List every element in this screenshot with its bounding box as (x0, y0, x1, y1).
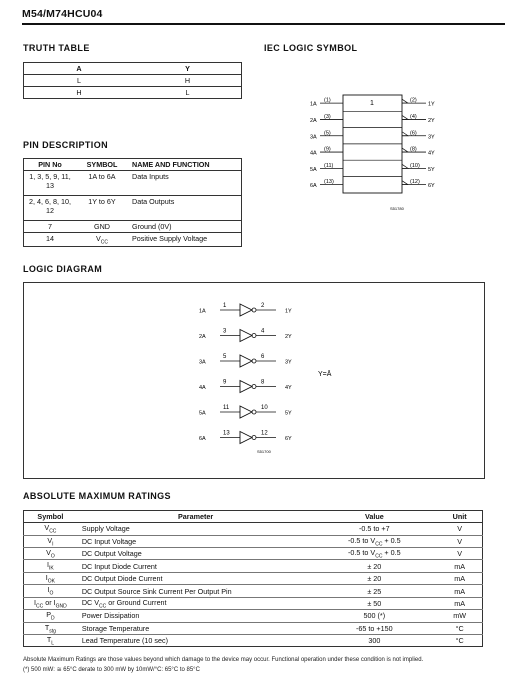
rating-symbol-main: V (46, 547, 51, 557)
iec-inversion-marker (402, 99, 408, 103)
table-row (24, 622, 483, 634)
inverter-gate (240, 406, 252, 418)
inverter-gate (240, 355, 252, 367)
rating-symbol-alt: or I (43, 597, 56, 607)
iec-inversion-marker (402, 115, 408, 119)
logic-output-name: 2Y (285, 334, 292, 340)
rating-symbol-alt-sub: GND (55, 603, 67, 610)
pin-symbol-sub: CC (100, 239, 109, 246)
table-row (24, 75, 242, 87)
rating-symbol (24, 535, 77, 547)
rating-unit (437, 560, 482, 572)
iec-output-pin: (6) (410, 130, 417, 137)
truth-table-title: TRUTH TABLE (23, 43, 90, 53)
abs-header-parameter: Parameter (77, 511, 312, 523)
pin-symbol-main: V (95, 234, 101, 243)
table-row (24, 597, 483, 609)
logic-output-pin: 6 (261, 354, 265, 360)
rating-symbol (24, 523, 77, 535)
logic-input-name: 4A (199, 385, 206, 391)
truth-cell: H (24, 87, 135, 99)
rating-symbol-sub: CC (36, 603, 44, 610)
rating-unit-text: mA (454, 586, 466, 596)
table-row (24, 171, 242, 196)
logic-output-pin: 8 (261, 379, 265, 386)
table-row (24, 87, 242, 99)
pin-header-name: NAME AND FUNCTION (128, 159, 242, 171)
inverter-gate (240, 304, 252, 316)
rating-parameter-text: DC Input Voltage (81, 536, 137, 546)
rating-parameter-tail: or Ground Current (106, 597, 167, 607)
rating-symbol (24, 597, 77, 609)
rating-value-text: 500 (*) (363, 611, 386, 621)
pin-number: 2, 4, 6, 8, 10, 12 (24, 196, 77, 221)
iec-output-name: 5Y (428, 166, 435, 173)
truth-table-header-y: Y (134, 63, 242, 75)
rating-value-sub: CC (375, 540, 383, 547)
rating-symbol-main: V (47, 535, 53, 545)
rating-parameter-text: Power Dissipation (81, 611, 140, 621)
table-row (24, 547, 483, 559)
truth-cell: L (134, 87, 242, 99)
table-row (24, 635, 483, 647)
rating-symbol (24, 622, 77, 634)
abs-max-footnote: (*) 500 mW: ≅ 65°C derate to 300 mW by 10mW/°C: 65°C to 85°C (23, 667, 200, 673)
iec-input-name: 2A (310, 117, 317, 124)
iec-output-name: 3Y (428, 134, 435, 141)
iec-input-pin: (13) (324, 179, 334, 186)
rating-unit-text: mW (453, 611, 467, 621)
rating-unit (437, 597, 482, 609)
table-row (24, 572, 483, 584)
rating-symbol-sub: O (50, 553, 55, 560)
pin-symbol: 1Y to 6Y (76, 196, 128, 221)
rating-value-text: -0.5 to V (348, 535, 376, 545)
abs-header-unit: Unit (437, 511, 482, 523)
rating-symbol-main: I (45, 572, 48, 582)
rating-parameter (77, 622, 312, 634)
logic-output-name: 5Y (285, 410, 292, 417)
rating-symbol-sub: OK (47, 578, 56, 585)
truth-cell: L (24, 75, 135, 87)
truth-table (23, 62, 242, 99)
rating-unit (437, 523, 482, 535)
logic-input-pin: 13 (223, 430, 230, 437)
iec-input-pin: (11) (324, 162, 334, 169)
pin-number: 14 (24, 233, 77, 247)
rating-symbol-sub: D (50, 615, 55, 622)
abs-max-table (23, 510, 483, 647)
rating-value-tail: + 0.5 (382, 547, 401, 557)
iec-output-name: 1Y (428, 101, 435, 108)
iec-output-pin: (2) (410, 97, 417, 104)
logic-output-pin: 2 (261, 303, 265, 309)
rating-unit-text: °C (455, 623, 464, 633)
rating-parameter-text: Lead Temperature (10 sec) (81, 636, 168, 646)
rating-value-text: ± 25 (367, 586, 382, 596)
header-rule (22, 23, 505, 25)
iec-input-pin: (5) (324, 130, 331, 137)
table-row (24, 523, 483, 535)
table-row (24, 585, 483, 597)
rating-symbol-main: I (47, 585, 50, 595)
rating-symbol (24, 572, 77, 584)
pin-function: Ground (0V) (128, 221, 242, 233)
rating-symbol-sub: stg (49, 628, 56, 635)
logic-input-name: 3A (199, 359, 206, 366)
rating-unit (437, 572, 482, 584)
pin-header-pin-no: PIN No (24, 159, 77, 171)
inverter-gate (240, 432, 252, 444)
iec-output-name: 2Y (428, 117, 435, 124)
iec-inversion-marker (402, 132, 408, 136)
rating-unit-text: °C (455, 636, 464, 646)
iec-output-pin: (10) (410, 162, 420, 169)
rating-symbol-main: T (44, 622, 50, 632)
rating-value (311, 547, 437, 559)
rating-value (311, 610, 437, 622)
inverter-gate (240, 330, 252, 342)
rating-value-text: 300 (368, 636, 381, 646)
rating-symbol-sub: IK (49, 565, 54, 572)
table-row (24, 535, 483, 547)
rating-parameter-text: DC Output Diode Current (81, 574, 163, 584)
logic-output-name: 6Y (285, 436, 292, 442)
rating-value (311, 560, 437, 572)
rating-unit (437, 535, 482, 547)
rating-parameter (77, 523, 312, 535)
logic-input-pin: 3 (223, 328, 227, 335)
rating-parameter-text: DC Output Voltage (81, 549, 142, 559)
iec-input-name: 1A (310, 101, 317, 108)
logic-diagram (23, 282, 483, 477)
iec-gate-label: 1 (370, 100, 374, 107)
abs-header-value: Value (311, 511, 437, 523)
iec-logic-symbol (300, 88, 460, 218)
rating-symbol-main: V (44, 523, 50, 533)
rating-parameter (77, 560, 312, 572)
logic-input-name: 5A (199, 410, 206, 417)
logic-output-name: 3Y (285, 359, 292, 366)
pin-symbol: GND (76, 221, 128, 233)
rating-parameter (77, 535, 312, 547)
rating-value (311, 523, 437, 535)
table-row (24, 196, 242, 221)
rating-parameter-text: Storage Temperature (81, 623, 150, 633)
rating-unit-text: V (457, 524, 463, 534)
iec-input-pin: (9) (324, 146, 331, 153)
rating-parameter (77, 572, 312, 584)
iec-output-name: 6Y (428, 183, 435, 190)
rating-unit (437, 610, 482, 622)
logic-input-pin: 5 (223, 354, 227, 360)
rating-value (311, 535, 437, 547)
iec-output-pin: (12) (410, 179, 420, 186)
iec-output-pin: (4) (410, 113, 417, 120)
logic-output-pin: 10 (261, 405, 268, 411)
rating-parameter-text: DC Input Diode Current (81, 561, 157, 571)
rating-symbol-sub: L (51, 640, 54, 647)
rating-symbol-sub: CC (49, 528, 57, 535)
rating-symbol (24, 560, 77, 572)
iec-ref: S51780 (390, 206, 404, 211)
logic-output-pin: 4 (261, 328, 265, 335)
iec-input-name: 3A (310, 134, 317, 141)
rating-symbol (24, 585, 77, 597)
rating-value (311, 622, 437, 634)
rating-unit (437, 622, 482, 634)
rating-symbol (24, 635, 77, 647)
rating-unit-text: mA (454, 574, 466, 584)
rating-unit (437, 547, 482, 559)
pin-header-symbol: SYMBOL (76, 159, 128, 171)
rating-value-text: -0.5 to V (348, 547, 376, 557)
iec-output-name: 4Y (428, 150, 435, 157)
rating-value (311, 597, 437, 609)
rating-value (311, 635, 437, 647)
iec-inversion-marker (402, 164, 408, 168)
logic-diagram-ref: S51700 (257, 449, 271, 454)
rating-unit (437, 635, 482, 647)
logic-output-name: 4Y (285, 385, 292, 391)
rating-symbol-sub: O (49, 590, 54, 597)
logic-output-pin: 12 (261, 430, 268, 437)
rating-value-text: ± 20 (367, 574, 382, 584)
logic-input-name: 1A (199, 308, 206, 315)
rating-unit (437, 585, 482, 597)
logic-input-pin: 1 (223, 303, 227, 309)
rating-value-text: ± 20 (367, 561, 382, 571)
pin-number: 7 (24, 221, 77, 233)
rating-symbol (24, 547, 77, 559)
rating-value-sub: CC (375, 553, 383, 560)
rating-parameter-text: DC V (81, 597, 99, 607)
rating-value-text: -65 to +150 (356, 623, 393, 633)
logic-equation: Y=Ā (318, 371, 332, 378)
iec-input-name: 6A (310, 183, 317, 190)
inverter-gate (240, 381, 252, 393)
rating-parameter (77, 610, 312, 622)
rating-symbol-main: P (46, 610, 51, 620)
table-row (24, 233, 242, 247)
rating-value (311, 585, 437, 597)
rating-value (311, 572, 437, 584)
pin-description-table (23, 158, 242, 247)
rating-symbol (24, 610, 77, 622)
iec-input-name: 5A (310, 166, 317, 173)
table-row (24, 610, 483, 622)
logic-input-pin: 9 (223, 379, 227, 386)
rating-parameter-text: DC Output Source Sink Current Per Output Pin (81, 586, 232, 596)
iec-output-pin: (8) (410, 146, 417, 153)
rating-value-tail: + 0.5 (382, 535, 401, 545)
rating-parameter (77, 547, 312, 559)
rating-symbol-main: I (47, 560, 50, 570)
document-header-title: M54/M74HCU04 (22, 8, 103, 20)
rating-symbol-sub: I (52, 540, 54, 547)
table-row (24, 221, 242, 233)
logic-input-name: 6A (199, 436, 206, 442)
iec-input-pin: (3) (324, 113, 331, 120)
iec-symbol-title: IEC LOGIC SYMBOL (264, 43, 358, 53)
table-row (24, 560, 483, 572)
rating-unit-text: V (457, 536, 463, 546)
abs-header-symbol: Symbol (24, 511, 77, 523)
pin-function: Data Inputs (128, 171, 242, 196)
iec-input-name: 4A (310, 150, 317, 157)
abs-max-title: ABSOLUTE MAXIMUM RATINGS (23, 491, 171, 501)
pin-number: 1, 3, 5, 9, 11, 13 (24, 171, 77, 196)
rating-unit-text: mA (454, 598, 466, 608)
logic-input-pin: 11 (223, 405, 230, 411)
abs-max-note: Absolute Maximum Ratings are those values beyond which damage to the device may occur. Functional operation under these condition is not implied. (23, 657, 424, 663)
pin-symbol (76, 233, 128, 247)
truth-table-header-a: A (24, 63, 135, 75)
rating-symbol-main: I (34, 597, 37, 607)
logic-diagram-title: LOGIC DIAGRAM (23, 264, 103, 274)
pin-function: Positive Supply Voltage (128, 233, 242, 247)
rating-parameter-sub: CC (99, 603, 107, 610)
rating-parameter (77, 585, 312, 597)
pin-description-title: PIN DESCRIPTION (23, 140, 109, 150)
logic-input-name: 2A (199, 334, 206, 340)
pin-symbol: 1A to 6A (76, 171, 128, 196)
iec-input-pin: (1) (324, 97, 331, 104)
rating-unit-text: V (457, 549, 463, 559)
logic-output-name: 1Y (285, 308, 292, 315)
rating-symbol-main: T (46, 635, 52, 645)
truth-cell: H (134, 75, 242, 87)
pin-function: Data Outputs (128, 196, 242, 221)
rating-parameter (77, 635, 312, 647)
rating-unit-text: mA (454, 561, 466, 571)
rating-value-text: -0.5 to +7 (359, 524, 390, 534)
rating-parameter (77, 597, 312, 609)
iec-inversion-marker (402, 148, 408, 152)
rating-parameter-text: Supply Voltage (81, 524, 130, 534)
rating-value-text: ± 50 (367, 598, 382, 608)
iec-inversion-marker (402, 181, 408, 185)
